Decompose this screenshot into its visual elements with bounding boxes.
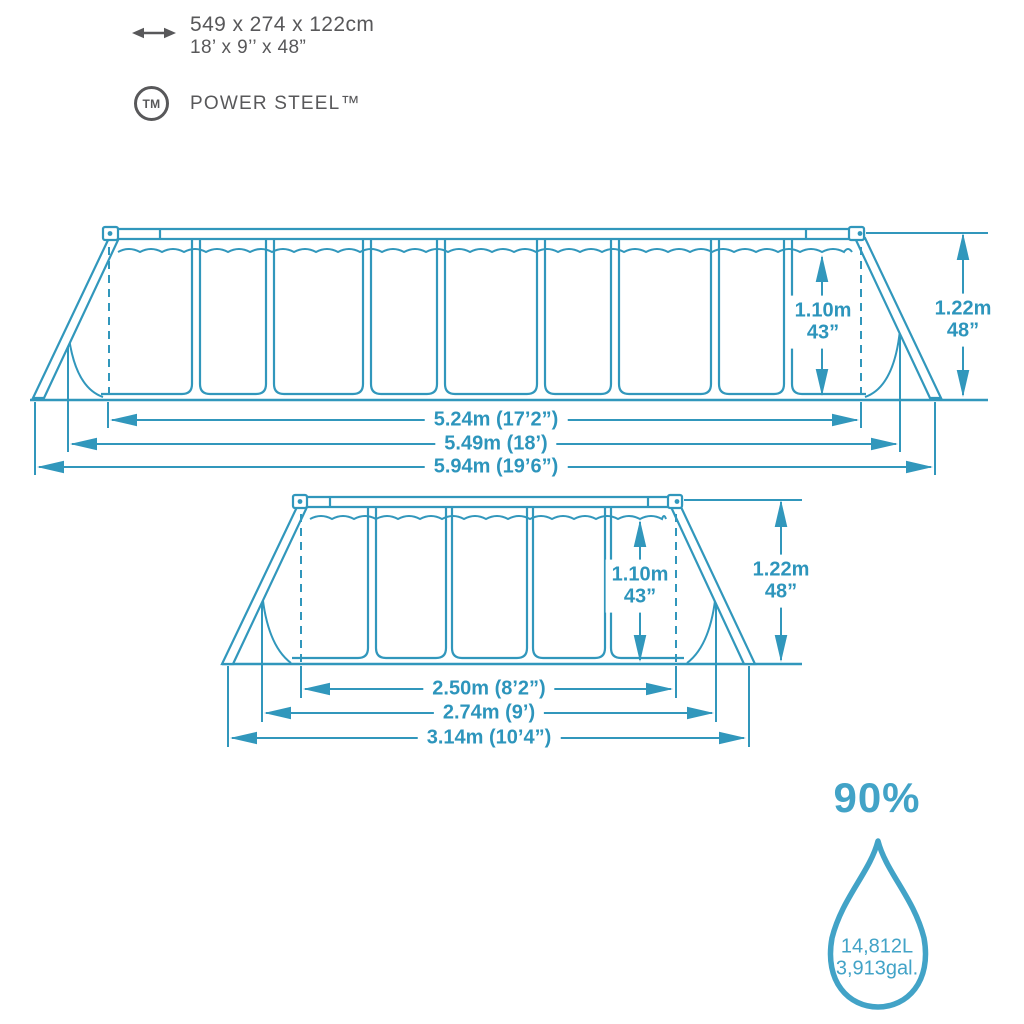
side-width-frame-label: 5.49m (18’) bbox=[435, 433, 556, 456]
dimensions-imperial: 18’ x 9’’ x 48” bbox=[190, 37, 307, 58]
side-width-inner-label: 5.24m (17’2”) bbox=[425, 409, 568, 432]
fill-percent-label: 90% bbox=[833, 774, 921, 821]
end-height-outer-label bbox=[747, 555, 816, 608]
brand-name: POWER STEEL™ bbox=[190, 93, 361, 114]
end-height-inner-imperial: 43” bbox=[623, 586, 657, 608]
side-height-inner-metric: 1.10m bbox=[794, 299, 852, 322]
end-width-footprint-label: 3.14m (10’4”) bbox=[418, 727, 561, 750]
capacity-gallons-label: 3,913gal. bbox=[835, 957, 919, 980]
capacity-liters-label: 14,812L bbox=[840, 935, 914, 958]
side-height-inner-imperial: 43” bbox=[806, 322, 840, 344]
end-width-inner-label: 2.50m (8’2”) bbox=[423, 678, 554, 701]
dimensions-metric: 549 x 274 x 122cm bbox=[190, 13, 375, 36]
side-height-outer-metric: 1.22m bbox=[934, 297, 992, 320]
end-height-inner-label bbox=[606, 560, 675, 613]
end-height-outer-imperial: 48” bbox=[764, 581, 798, 603]
side-width-footprint-label: 5.94m (19’6”) bbox=[425, 456, 568, 479]
side-height-outer-label bbox=[929, 294, 998, 347]
end-height-inner-metric: 1.10m bbox=[611, 563, 669, 586]
side-height-inner-label bbox=[789, 296, 858, 349]
end-height-outer-metric: 1.22m bbox=[752, 558, 810, 581]
end-width-frame-label: 2.74m (9’) bbox=[434, 702, 544, 725]
water-drop-icon bbox=[830, 841, 925, 1007]
side-height-outer-imperial: 48” bbox=[946, 320, 980, 342]
trademark-text: TM bbox=[142, 96, 161, 111]
